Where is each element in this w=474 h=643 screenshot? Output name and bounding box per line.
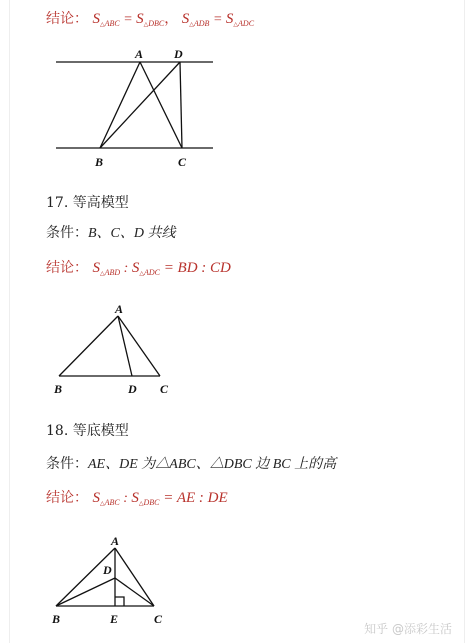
segment-DB <box>100 62 180 148</box>
label-D-16: D <box>174 47 183 61</box>
label-C-16: C <box>178 155 187 169</box>
condition-18: 条件：AE、DE 为△ABC、△DBC 边 BC 上的高 <box>46 456 337 472</box>
label-D-17: D <box>128 382 137 396</box>
segment-DC <box>115 578 154 606</box>
right-angle-mark <box>115 597 124 606</box>
label-A-16: A <box>135 47 144 61</box>
segment-AC <box>118 316 160 376</box>
document-page <box>10 0 464 643</box>
diagram-equal-base <box>56 548 154 606</box>
label-B-18: B <box>52 612 61 626</box>
label-E-18: E <box>110 612 119 626</box>
segment-AC <box>140 62 182 148</box>
heading-18: 18. 等底模型 <box>46 423 129 439</box>
segment-AB <box>56 548 115 606</box>
formula-17: $S_{\triangle ABD}$ : $S_{\triangle ADC}$ = BD : CD <box>92 260 231 277</box>
label-A-17: A <box>115 302 124 316</box>
condition-17: 条件：B、C、D 共线 <box>46 225 176 241</box>
label-A-18: A <box>111 534 120 548</box>
conclusion-17: 结论： $S_{\triangle ABD}$ : $S_{\triangle ADC}$ = BD : CD <box>46 260 231 277</box>
conclusion-18: 结论： $S_{\triangle ABC}$ : $S_{\triangle DBC}$ = AE : DE <box>46 490 228 507</box>
diagram-equal-height <box>59 316 160 376</box>
label-B-16: B <box>95 155 104 169</box>
watermark: 知乎 @添彩生活 <box>364 622 452 636</box>
formula-16: $S_{\triangle ABC} = S_{\triangle DBC}$， $S_{\triangle ADB} = S_{\triangle ADC}$ <box>92 11 255 28</box>
conclusion-label: 结论： <box>46 11 88 27</box>
diagram-parallel-lines <box>56 62 213 148</box>
segment-DB <box>56 578 115 606</box>
label-C-17: C <box>160 382 169 396</box>
segment-AB <box>100 62 140 148</box>
segment-DC <box>180 62 182 148</box>
label-C-18: C <box>154 612 163 626</box>
formula-18: $S_{\triangle ABC}$ : $S_{\triangle DBC}$ = AE : DE <box>92 490 228 507</box>
heading-17: 17. 等高模型 <box>46 195 129 211</box>
label-B-17: B <box>54 382 63 396</box>
geometry-diagrams <box>10 0 464 643</box>
segment-AB <box>59 316 118 376</box>
label-D-18: D <box>103 563 112 577</box>
